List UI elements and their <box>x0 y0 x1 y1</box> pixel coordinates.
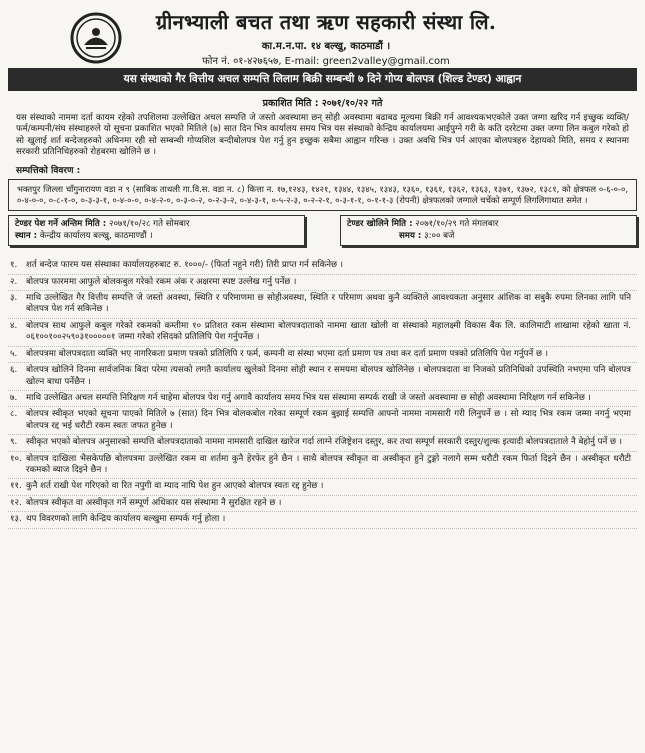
term-item: ५. बोलपत्रमा बोलपत्रदाता व्यक्ति भए नागरिकता प्रमाण पत्रको प्रतिलिपि र फर्म, कम्पनी वा संस्था भएमा दर्ता प्रमाण पत्र तथा कर दर्ता प्रमाण पत्रको प्रतिलिपि पेश गर्नुपर्ने छ । <box>8 347 637 363</box>
term-item: ७. माथि उल्लेखित अचल सम्पत्ति निरिक्षण गर्न चाहेमा बोलपत्र पेश गर्नु अगावै कार्यालय समय भित्र यस संस्थामा सम्पर्क राखी जे जस्तो अवस्थामा छ सोही अवस्थामा निरिक्षण गर्न सकिनेछ । <box>8 391 637 407</box>
term-item: १. शर्त बन्देज फारम यस संस्थाका कार्यालयहरुबाट रु. १०००/- (फिर्ता नहुने गरी) तिरी प्राप्त गर्न सकिनेछ । <box>8 258 637 274</box>
header <box>8 4 637 67</box>
term-item: ९. स्वीकृत भएको बोलपत्र अनुसारको सम्पत्ति बोलपत्रदाताको नाममा नामसारी दाखिल खारेज गर्दा लाग्ने रजिष्ट्रेशन दस्तुर, कर तथा सम्पूर्ण सरकारी दस्तुर/शुल्क इत्यादी बोलपत्रदाताले नै बेहोर्नु पर्ने छ । <box>8 435 637 451</box>
property-section-title: सम्पत्तिको विवरण : <box>16 165 81 176</box>
org-name: ग्रीनभ्याली बचत तथा ऋण सहकारी संस्था लि. <box>155 10 497 34</box>
org-contact: फोन नं. ०१-४२७६५७, E-mail: green2valley@gmail.com <box>202 56 450 67</box>
open-label: टेण्डर खोलिने मिति : <box>347 219 413 230</box>
submit-place: केन्द्रीय कार्यालय बल्खु, काठमाण्डौं । <box>39 230 153 241</box>
notice-banner: यस संस्थाको गैर वित्तीय अचल सम्पत्ति लिलाम बिक्री सम्बन्धी ७ दिने गोप्य बोलपत्र (शिल्ड टेण्डर) आह्वान <box>8 68 637 91</box>
submit-date: २०७१/१०/२८ गते सोमबार <box>108 219 190 230</box>
tender-schedule <box>8 215 637 246</box>
opening-box <box>340 215 637 246</box>
cooperative-logo <box>70 12 122 64</box>
place-label: स्थान : <box>15 230 38 241</box>
term-item: १०. बोलपत्र दाखिला भैसकेपछि बोलपत्रमा उल्लेखित रकम वा शर्तमा कुनै हेरफेर हुने छैन । साथै बोलपत्र स्वीकृत वा अस्वीकृत हुने टुङ्गो नलागे सम्म धरौटी रकम फिर्ता दिइने छैन । अस्वीकृत धरौटी रकमको ब्याज दिइने छैन । <box>8 452 637 480</box>
intro-paragraph: यस संस्थाको नाममा दर्ता कायम रहेको तपशिलमा उल्लेखित अचल सम्पत्ति जे जस्तो अवस्थामा छन् सोही अवस्थामा बढाबढ मूल्यमा बिक्री गर्न आवश्यकभएकोले उक्त जग्गा खरिद गर्न इच्छुक व्यक्ति/फर्म/कम्पनी/संघ संस्थाहरुले यो सूचना प्रकाशित भएको मितिले (७) सात दिन भित्र कार्यालय समय भित्र यस संस्थाको केन्द्रिय कार्यालयमा आईपुग्ने गरी के कति दररेटमा उक्त जग्गा लिन कबुल गरेको हो सो खुलाई शर्त बन्देजहरुको अधिनमा रही सो सम्बन्धी गोप्यशिल बन्दीबोलपत्र पेश गर्नु हुन इच्छुक सबैमा आह्वान गरिन्छ । उक्त अवधि भित्र पर्न आएका बोलपत्रहरु देहायको मिति, समय र स्थानमा सरकारी प्रतिनिधिहरुको रोहबरमा खोलिने छ । <box>16 113 629 158</box>
term-item: १२. बोलपत्र स्वीकृत वा अस्वीकृत गर्ने सम्पूर्ण अधिकार यस संस्थामा नै सुरक्षित रहने छ । <box>8 496 637 512</box>
term-item: ६. बोलपत्र खोलिने दिनमा सार्वजनिक बिदा परेमा त्यसको लगतै कार्यालय खुलेको दिनमा सोही स्थान र समयमा बोलपत्र खोलिनेछ । बोलपत्रदाता वा निजको प्रतिनिधिको उपस्थिति नभएमा पनि बोलपत्र खोल्न बाधा पर्नेछैन । <box>8 363 637 391</box>
published-date: प्रकाशित मिति : २०७१/१०/२२ गते <box>262 98 383 109</box>
term-item: २. बोलपत्र फारममा आफुले बोलकबुल गरेको रकम अंक र अक्षरमा स्पष्ट उल्लेख गर्नु पर्नेछ । <box>8 275 637 291</box>
term-item: ३. माथि उल्लेखित गैर वित्तीय सम्पत्ति जे जस्तो अवस्था, स्थिति र परिमाणमा छ सोहीअवस्था, स्थिति र परिमाण अथवा कुनै व्यक्तिले आवश्यकता अनुसार आंशिक वा सबुकै रुपमा लिनका लागि पनि बोलपत्र पेश गर्न सकिनेछ । <box>8 291 637 319</box>
open-time: ३:०० बजे <box>424 230 455 241</box>
terms-list <box>8 258 637 528</box>
org-address: का.म.न.पा. १४ बल्खु, काठमाडौं । <box>261 41 391 52</box>
open-date: २०७१/१०/२९ गते मंगलबार <box>415 219 499 230</box>
submission-box <box>8 215 305 246</box>
property-details: भक्तपुर जिल्ला चाँगुनारायण वडा न ९ (साबिक ताथली गा.वि.स. वडा न. ८) कित्ता न. १७,१२४३, १४२१, १३४४, १३४५, १३४३, १३६०, १३६१, १३६२, १३६३, १३७१, १३७२, १३८१, को क्षेत्रफल ०-६-०-०, ०-४-०-०, ०-८-१-०, ०-३-३-१, ०-४-०-०, ०-४-२-०, ०-३-०-२, ०-२-३-२, ०-४-३-१, ०-५-२-३, ०-२-२-१, ०-३-१-१, ०-१-१-३ (रोपनी) क्षेत्रफलको जग्गाले चर्चेको सम्पूर्ण लिगलिगाथात समेत । <box>8 179 637 212</box>
term-item: ८. बोलपत्र स्वीकृत भएको सूचना पाएको मितिले ७ (सात) दिन भित्र बोलकबोल गरेका सम्पूर्ण रकम बुझाई सम्पत्ति आफ्नो नाममा नामसारी गरी लिनुपर्ने छ । सो म्याद भित्र रकम जम्मा नगर्नु भएमा बोलपत्र रद्द भई धरौटी रकम स्वतः जफत हुनेछ । <box>8 407 637 435</box>
submit-label: टेण्डर पेश गर्ने अन्तिम मिति : <box>15 219 107 230</box>
term-item: ४. बोलपत्र साथ आफुले कबुल गरेको रकमको कम्तीमा १० प्रतिशत रकम संस्थामा बोलपत्रदाताको नाममा खाता खोली वा संस्थाको महालक्ष्मी विकास बैंक लि. कालिमाटी शाखामा रहेको खाता नं. ०६१००१००२५९०३१०००००१ जम्मा गरेको रसिदको प्रतिलिपि पेश गर्नुपर्नेछ । <box>8 319 637 347</box>
term-item: ११. कुनै शर्त राखी पेश गरिएको वा रित नपुगी वा म्याद नाघि पेश हुन आएको बोलपत्र स्वतः रद्द हुनेछ । <box>8 479 637 495</box>
term-item: १३. थप विवरणको लागि केन्द्रिय कार्यालय बल्खुमा सम्पर्क गर्नु होला । <box>8 512 637 528</box>
time-label: समय : <box>399 230 422 241</box>
